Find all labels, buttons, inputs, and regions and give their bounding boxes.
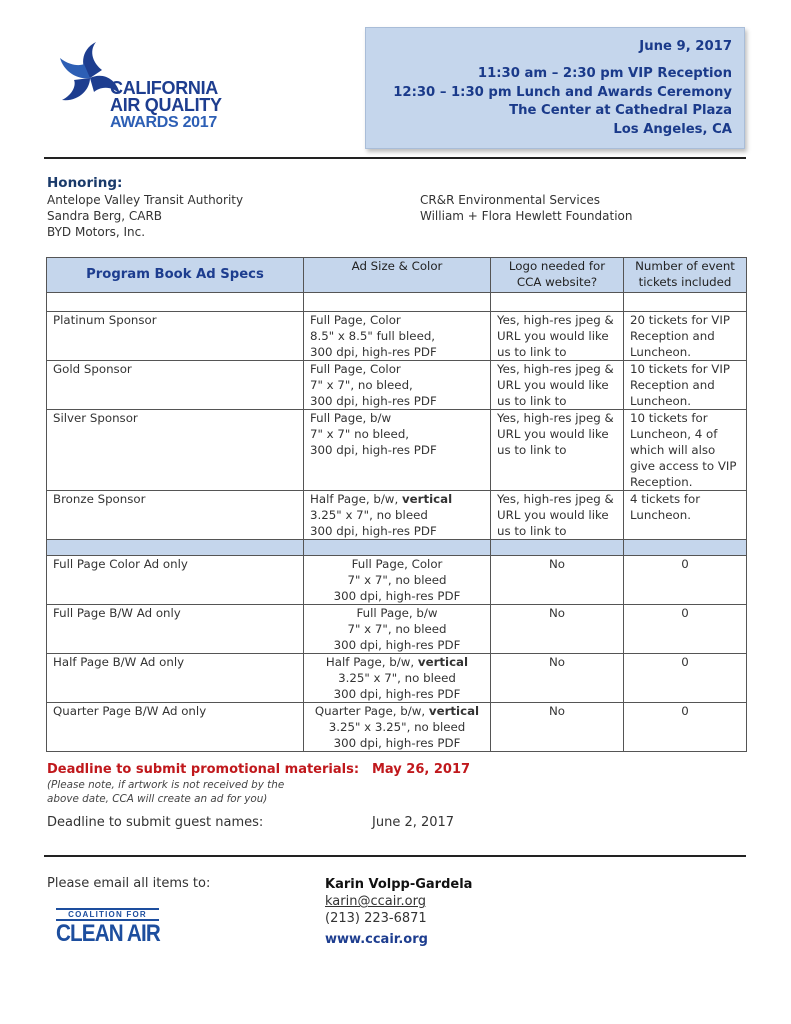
row-tickets: 0 xyxy=(624,703,747,752)
table-header-row xyxy=(47,258,747,293)
header-tickets: Number of event tickets included xyxy=(624,258,747,293)
row-size: Full Page, Color 7" x 7", no bleed 300 dpi, high-res PDF xyxy=(304,556,491,605)
empty-cell xyxy=(304,293,491,312)
cca-logo-main: CLEAN AIR xyxy=(56,920,160,947)
event-city: Los Angeles, CA xyxy=(613,122,732,138)
row-tickets: 4 tickets for Luncheon. xyxy=(624,491,747,540)
honoree: BYD Motors, Inc. xyxy=(47,225,146,239)
coalition-for-clean-air-logo xyxy=(56,908,159,947)
logo-wordmark xyxy=(110,80,222,131)
empty-cell xyxy=(47,293,304,312)
logo-line-awards: AWARDS 2017 xyxy=(110,114,217,131)
row-logo: No xyxy=(491,654,624,703)
guest-deadline-date: June 2, 2017 xyxy=(372,815,455,830)
cca-logo-top: COALITION FOR xyxy=(56,908,159,921)
row-logo: No xyxy=(491,703,624,752)
empty-cell xyxy=(491,293,624,312)
header-logo-needed: Logo needed for CCA website? xyxy=(491,258,624,293)
size-emphasis: vertical xyxy=(401,492,453,506)
table-separator-row xyxy=(47,540,747,556)
size-text: 3.25" x 3.25", no bleed 300 dpi, high-res PDF xyxy=(328,720,466,750)
row-size xyxy=(304,491,491,540)
event-info-box xyxy=(365,27,745,149)
row-tickets: 10 tickets for Luncheon, 4 of which will also give access to VIP Reception. xyxy=(624,410,747,491)
event-lunch-time: 12:30 – 1:30 pm Lunch and Awards Ceremony xyxy=(393,84,732,100)
empty-cell xyxy=(624,293,747,312)
honoring-heading: Honoring: xyxy=(47,175,123,191)
size-text: 3.25" x 7", no bleed 300 dpi, high-res PDF xyxy=(333,671,461,701)
event-date: June 9, 2017 xyxy=(639,39,732,54)
row-size: Full Page, Color 7" x 7", no bleed, 300 dpi, high-res PDF xyxy=(304,361,491,410)
row-name: Quarter Page B/W Ad only xyxy=(47,703,304,752)
honoree: Sandra Berg, CARB xyxy=(47,209,163,223)
row-size xyxy=(304,654,491,703)
honoree: Antelope Valley Transit Authority xyxy=(47,193,244,207)
row-logo: Yes, high-res jpeg & URL you would like us to link to xyxy=(491,361,624,410)
table-row xyxy=(47,605,747,654)
table-row xyxy=(47,491,747,540)
promo-deadline-note: (Please note, if artwork is not received by the above date, CCA will create an ad for you) xyxy=(47,779,285,805)
contact-name: Karin Volpp-Gardela xyxy=(325,877,473,892)
table-row xyxy=(47,361,747,410)
honorees-left xyxy=(47,192,243,240)
table-spacer-row xyxy=(47,293,747,312)
contact-email-link[interactable]: karin@ccair.org xyxy=(325,894,426,909)
row-logo: No xyxy=(491,605,624,654)
event-venue: The Center at Cathedral Plaza xyxy=(509,103,732,119)
row-tickets: 10 tickets for VIP Reception and Luncheon. xyxy=(624,361,747,410)
guest-deadline-label: Deadline to submit guest names: xyxy=(47,815,264,830)
size-text: 3.25" x 7", no bleed 300 dpi, high-res PDF xyxy=(310,508,437,538)
size-emphasis: vertical xyxy=(417,655,469,669)
header-program-book: Program Book Ad Specs xyxy=(47,258,304,293)
logo-line-california: CALIFORNIA xyxy=(110,78,218,98)
table-row xyxy=(47,410,747,491)
separator-cell xyxy=(491,540,624,556)
ad-specs-table xyxy=(46,257,747,752)
promo-deadline-date: May 26, 2017 xyxy=(372,762,471,777)
row-logo: Yes, high-res jpeg & URL you would like us to link to xyxy=(491,312,624,361)
header-ad-size: Ad Size & Color xyxy=(304,258,491,293)
row-name: Gold Sponsor xyxy=(47,361,304,410)
separator-cell xyxy=(47,540,304,556)
row-name: Platinum Sponsor xyxy=(47,312,304,361)
row-tickets: 0 xyxy=(624,556,747,605)
separator-cell xyxy=(624,540,747,556)
row-name: Full Page Color Ad only xyxy=(47,556,304,605)
honoree: William + Flora Hewlett Foundation xyxy=(420,209,633,223)
row-logo: Yes, high-res jpeg & URL you would like us to link to xyxy=(491,410,624,491)
size-text: Half Page, b/w, xyxy=(310,492,402,506)
size-text: Quarter Page, b/w, xyxy=(314,704,429,718)
row-tickets: 0 xyxy=(624,654,747,703)
logo-line-air-quality: AIR QUALITY xyxy=(110,95,222,115)
contact-phone: (213) 223-6871 xyxy=(325,911,427,926)
row-logo: Yes, high-res jpeg & URL you would like us to link to xyxy=(491,491,624,540)
row-logo: No xyxy=(491,556,624,605)
table-row xyxy=(47,556,747,605)
email-instructions: Please email all items to: xyxy=(47,876,211,891)
separator-cell xyxy=(304,540,491,556)
row-tickets: 0 xyxy=(624,605,747,654)
row-size xyxy=(304,703,491,752)
website-link[interactable]: www.ccair.org xyxy=(325,932,428,947)
top-divider xyxy=(44,157,746,159)
row-size: Full Page, b/w 7" x 7" no bleed, 300 dpi, high-res PDF xyxy=(304,410,491,491)
row-size: Full Page, Color 8.5" x 8.5" full bleed, 300 dpi, high-res PDF xyxy=(304,312,491,361)
table-row xyxy=(47,703,747,752)
size-text: Half Page, b/w, xyxy=(325,655,418,669)
row-tickets: 20 tickets for VIP Reception and Luncheon. xyxy=(624,312,747,361)
row-size: Full Page, b/w 7" x 7", no bleed 300 dpi, high-res PDF xyxy=(304,605,491,654)
contact-block xyxy=(325,876,472,948)
promo-deadline-label: Deadline to submit promotional materials: xyxy=(47,762,360,777)
honorees-right xyxy=(420,192,633,224)
row-name: Full Page B/W Ad only xyxy=(47,605,304,654)
size-emphasis: vertical xyxy=(428,704,480,718)
table-row xyxy=(47,312,747,361)
bottom-divider xyxy=(44,855,746,857)
event-vip-time: 11:30 am – 2:30 pm VIP Reception xyxy=(477,65,732,81)
row-name: Bronze Sponsor xyxy=(47,491,304,540)
honoree: CR&R Environmental Services xyxy=(420,193,600,207)
row-name: Half Page B/W Ad only xyxy=(47,654,304,703)
row-name: Silver Sponsor xyxy=(47,410,304,491)
table-row xyxy=(47,654,747,703)
